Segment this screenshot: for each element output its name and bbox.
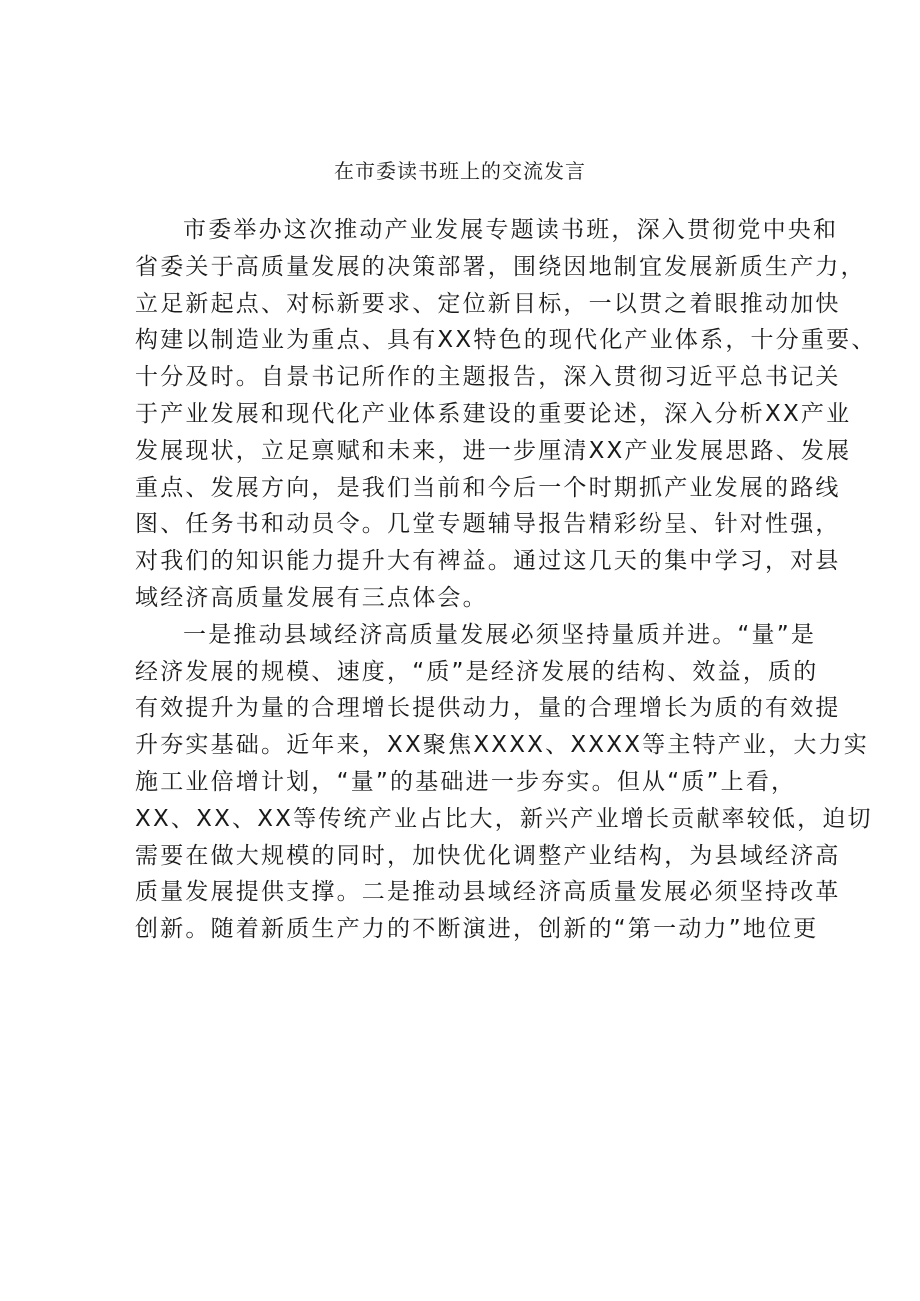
paragraph-line: 立足新起点、对标新要求、定位新目标，一以贯之着眼推动加快 <box>135 290 841 317</box>
paragraph-line: 域经济高质量发展有三点体会。 <box>135 584 488 611</box>
paragraph-line: XX、XX、XX等传统产业占比大，新兴产业增长贡献率较低，迫切 <box>135 805 873 832</box>
document-title: 在市委读书班上的交流发言 <box>334 159 586 183</box>
paragraph-line: 市委举办这次推动产业发展专题读书班，深入贯彻党中央和 <box>183 217 839 243</box>
paragraph-line: 对我们的知识能力提升大有裨益。通过这几天的集中学习，对县 <box>135 548 841 575</box>
paragraph-line: 图、任务书和动员令。几堂专题辅导报告精彩纷呈、针对性强， <box>135 511 841 538</box>
paragraph-line: 升夯实基础。近年来，XX聚焦XXXX、XXXX等主特产业，大力实 <box>135 732 869 759</box>
paragraph-line: 经济发展的规模、速度，“质”是经济发展的结构、效益，质的 <box>135 658 819 685</box>
paragraph-line: 质量发展提供支撑。二是推动县域经济高质量发展必须坚持改革 <box>135 879 841 906</box>
paragraph-line: 省委关于高质量发展的决策部署，围绕因地制宜发展新质生产力， <box>135 253 866 280</box>
document-body <box>135 212 877 948</box>
paragraph-line: 有效提升为量的合理增长提供动力，量的合理增长为质的有效提 <box>135 695 841 722</box>
paragraph-line: 于产业发展和现代化产业体系建设的重要论述，深入分析XX产业 <box>135 400 852 427</box>
paragraph-line: 重点、发展方向，是我们当前和今后一个时期抓产业发展的路线 <box>135 474 841 501</box>
paragraph-line: 一是推动县域经济高质量发展必须坚持量质并进。“量”是 <box>183 621 817 648</box>
paragraph-line: 发展现状，立足禀赋和未来，进一步厘清XX产业发展思路、发展 <box>135 437 852 464</box>
paragraph-line: 需要在做大规模的同时，加快优化调整产业结构，为县域经济高 <box>135 842 841 869</box>
paragraph-line: 十分及时。自景书记所作的主题报告，深入贯彻习近平总书记关 <box>135 364 841 391</box>
paragraph-line: 创新。随着新质生产力的不断演进，创新的“第一动力”地位更 <box>135 916 819 943</box>
paragraph-line: 施工业倍增计划，“量”的基础进一步夯实。但从“质”上看， <box>135 768 797 795</box>
paragraph-line: 构建以制造业为重点、具有XX特色的现代化产业体系，十分重要、 <box>135 327 877 354</box>
